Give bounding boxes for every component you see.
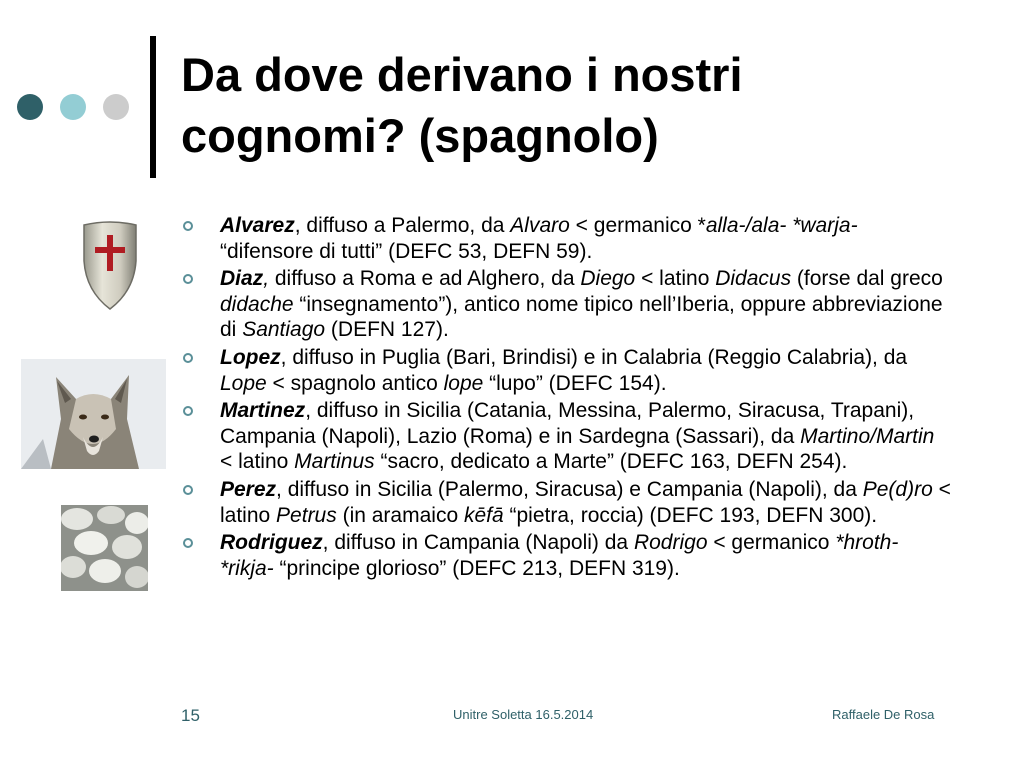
text-run: , diffuso in Sicilia (Palermo, Siracusa) e Campania (Napoli), da (276, 477, 863, 501)
slide-title-line-1: Da dove derivano i nostri (181, 48, 743, 101)
etymon-italic: Martinus (294, 450, 375, 474)
surname-term: Lopez (220, 345, 281, 369)
etymon-italic: didache (220, 292, 294, 316)
text-run: “pietra, roccia) (DEFC 193, DEFN 300). (503, 503, 878, 527)
bullet-icon (183, 353, 193, 363)
etymon-italic: Lope (220, 371, 267, 395)
text-run: < spagnolo antico (266, 371, 444, 395)
bullet-icon (183, 221, 193, 231)
slide-title-line-2: cognomi? (spagnolo) (181, 109, 659, 162)
etymon-italic: lope (443, 371, 484, 395)
surname-item (181, 398, 951, 475)
etymon-italic: alla-/ala- (705, 214, 787, 237)
page-number: 15 (181, 706, 200, 725)
slide-title (181, 44, 1001, 166)
surname-term: Alvarez (220, 214, 295, 237)
text-run: “difensore di tutti” (DEFC 53, DEFN 59). (220, 239, 593, 263)
bullet-icon (183, 274, 193, 284)
surname-list (181, 213, 951, 583)
decorative-dot-light (60, 94, 86, 120)
text-run: “principe glorioso” (DEFC 213, DEFN 319). (273, 556, 680, 580)
etymon-italic: *hroth-*rikja- (220, 531, 899, 580)
etymon-italic: *warja- (792, 214, 858, 237)
etymon-italic: kēfā (463, 503, 504, 527)
wolf-image (21, 359, 166, 469)
etymon-italic: , (263, 267, 270, 291)
etymon-italic: Petrus (276, 503, 337, 527)
surname-term: Rodriguez (220, 531, 323, 555)
text-run: , diffuso in Sicilia (Catania, Messina, Palermo, Siracusa, Trapani), Campania (Napoli), Lazio (Roma) e in Sardegna (Sassari), da (220, 399, 915, 448)
surname-item (181, 213, 951, 264)
surname-item (181, 266, 951, 343)
text-run: < germanico * (569, 214, 706, 237)
text-run: (forse dal greco (791, 267, 943, 291)
bullet-icon (183, 538, 193, 548)
text-run: < latino (220, 450, 295, 474)
text-run: “lupo” (DEFC 154). (483, 371, 667, 395)
surname-term: Diaz (220, 267, 264, 291)
etymon-italic: Diego (580, 267, 636, 291)
decorative-dot-dark (17, 94, 43, 120)
text-run: < germanico (707, 531, 836, 555)
text-run: (in aramaico (336, 503, 464, 527)
surname-term: Perez (220, 477, 277, 501)
etymon-italic: Alvaro (510, 214, 570, 237)
text-run: , diffuso in Campania (Napoli) da (322, 531, 634, 555)
etymon-italic: Santiago (242, 318, 326, 342)
footer-author: Raffaele De Rosa (832, 707, 935, 722)
text-run: , diffuso in Puglia (Bari, Brindisi) e in Calabria (Reggio Calabria), da (280, 345, 908, 369)
bullet-icon (183, 406, 193, 416)
text-run: “insegnamento”), antico nome tipico nell’Iberia, oppure abbreviazione di (220, 292, 943, 342)
etymon-italic: Pe(d)ro (862, 477, 933, 501)
bullet-icon (183, 485, 193, 495)
white-stones-image (61, 505, 148, 591)
title-divider-bar (150, 36, 156, 178)
text-run: diffuso a Roma e ad Alghero, da (269, 267, 581, 291)
templar-shield-image (80, 221, 140, 311)
etymon-italic: Didacus (715, 267, 792, 291)
etymon-italic: Rodrigo (633, 531, 708, 555)
decorative-dot-gray (103, 94, 129, 120)
text-run: “sacro, dedicato a Marte” (DEFC 163, DEFN 254). (374, 450, 848, 474)
text-run: < latino (220, 477, 951, 527)
text-run: , diffuso a Palermo, da (294, 214, 511, 237)
surname-item (181, 530, 951, 581)
text-run: < latino (635, 267, 716, 291)
text-run: (DEFN 127). (325, 318, 449, 342)
footer-event: Unitre Soletta 16.5.2014 (453, 707, 594, 722)
surname-term: Martinez (220, 399, 306, 423)
surname-item (181, 477, 951, 528)
surname-item (181, 345, 951, 396)
etymon-italic: Martino/Martin (800, 424, 935, 448)
